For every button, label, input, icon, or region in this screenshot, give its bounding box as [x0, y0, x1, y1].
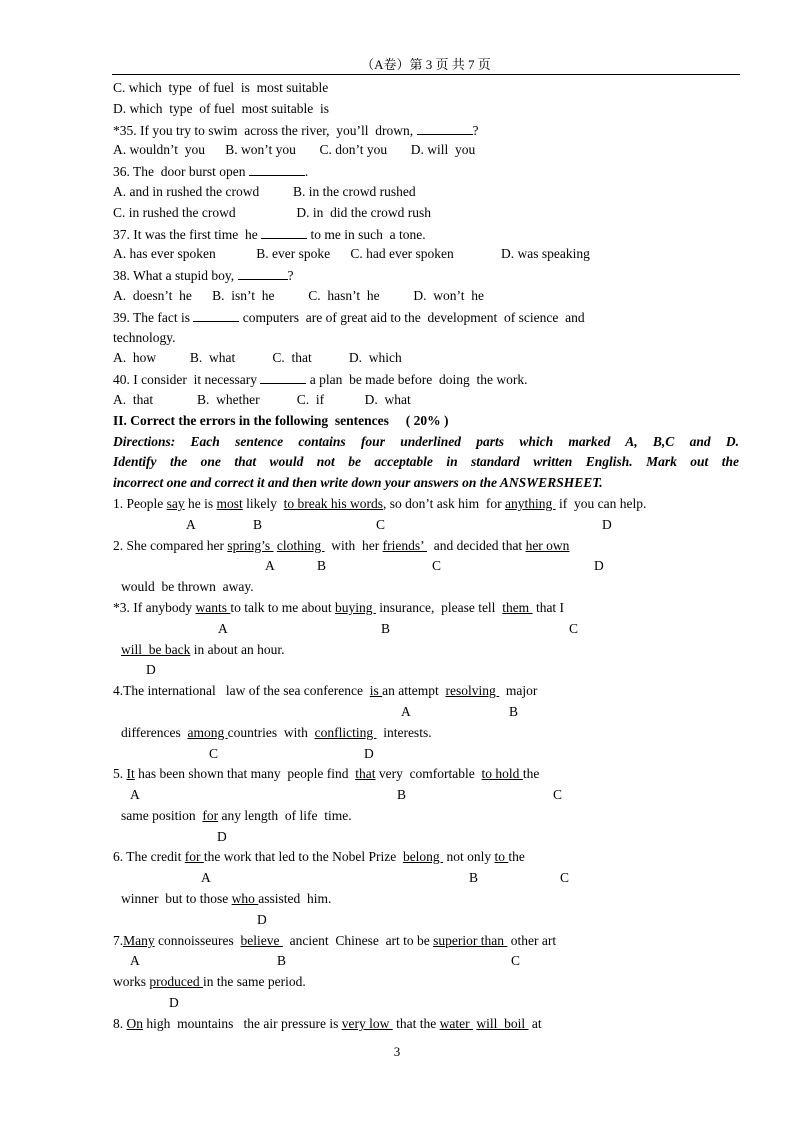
underlined-b: very low [341, 1015, 393, 1031]
sentence-3-letters-2 [113, 660, 739, 681]
answer-blank [249, 161, 305, 176]
underlined-c: them [502, 599, 533, 615]
question-37: 37. It was the first time he to me in such a tone. [113, 224, 739, 245]
underlined-b: believe [240, 932, 283, 948]
sentence-5: 5. It has been shown that many people find that very comfortable to hold the [113, 766, 540, 782]
letter-b: B [253, 516, 263, 532]
sentence-1: 1. People say he is most likely to break his words, so don’t ask him for anything if you can help. [113, 495, 647, 511]
underlined-a: It [126, 766, 135, 782]
underlined-c: superior than [433, 932, 508, 948]
underlined-a: say [166, 495, 185, 511]
q37-options: A. has ever spoken B. ever spoke C. had ever spoken D. was speaking [113, 246, 590, 262]
underlined-b: resolving [445, 683, 500, 699]
letter-d: D [217, 828, 227, 844]
sentence-4-letters [113, 702, 739, 723]
underlined-a: Many [123, 932, 155, 948]
answer-blank [417, 120, 473, 135]
underlined-d: produced [149, 974, 203, 990]
sentence-5-cont: same position for any length of life time. [121, 807, 352, 823]
letter-b: B [317, 558, 327, 574]
letter-b: B [381, 620, 391, 636]
underlined-d: who [231, 891, 259, 907]
underlined-a: spring’s [227, 537, 274, 553]
sentence-2-cont: would be thrown away. [121, 579, 254, 595]
letter-d: D [594, 558, 604, 574]
q36-options-cd: C. in rushed the crowd D. in did the crowd rush [113, 204, 431, 220]
letter-c: C [569, 620, 579, 636]
sentence-2: 2. She compared her spring’s clothing with her friends’ and decided that her own [113, 537, 570, 553]
sentence-5-letters [113, 785, 739, 806]
answer-blank [260, 369, 306, 384]
letter-c: C [376, 516, 386, 532]
q34-option-d: D. which type of fuel most suitable is [113, 100, 329, 116]
letter-c: C [560, 870, 570, 886]
underlined-d: anything [505, 495, 556, 511]
q39-options: A. how B. what C. that D. which [113, 350, 402, 366]
sentence-3-letters [113, 619, 739, 640]
question-39: 39. The fact is computers are of great aid to the development of science and [113, 307, 739, 328]
letter-a: A [130, 953, 140, 969]
letter-c: C [511, 953, 521, 969]
content [113, 78, 739, 1035]
underlined-a: On [126, 1015, 143, 1031]
header-rule [112, 74, 740, 75]
question-39-cont: technology. [113, 329, 176, 345]
underlined-a: wants [195, 599, 231, 615]
underlined-b: belong [402, 849, 444, 865]
letter-d: D [146, 662, 156, 678]
letter-d: D [602, 516, 612, 532]
letter-c: C [432, 558, 442, 574]
question-40: 40. I consider it necessary a plan be made before doing the work. [113, 369, 739, 390]
letter-d: D [257, 911, 267, 927]
sentence-7-letters-2 [113, 993, 739, 1014]
underlined-b: buying [334, 599, 376, 615]
underlined-b: that [355, 766, 376, 782]
sentence-7: 7.Many connoisseures believe ancient Chinese art to be superior than other art [113, 932, 557, 948]
letter-b: B [397, 787, 407, 803]
sentence-5-letters-2 [113, 827, 739, 848]
sentence-6-letters [113, 868, 739, 889]
letter-a: A [130, 787, 140, 803]
letter-c: C [553, 787, 563, 803]
underlined-b: clothing [276, 537, 325, 553]
q40-options: A. that B. whether C. if D. what [113, 391, 411, 407]
q35-options: A. wouldn’t you B. won’t you C. don’t you D. will you [113, 142, 476, 158]
letter-d: D [169, 995, 179, 1011]
directions-line-1: Directions: Each sentence contains four underlined parts which marked A, B,C and D. [113, 433, 739, 449]
sentence-1-letters [113, 515, 739, 536]
sentence-8: 8. On high mountains the air pressure is very low that the water will boil at [113, 1015, 542, 1031]
q34-option-c: C. which type of fuel is most suitable [113, 80, 329, 95]
letter-b: B [469, 870, 479, 886]
underlined-d: will be back [121, 641, 191, 657]
sentence-6-cont: winner but to those who assisted him. [121, 891, 332, 907]
answer-blank [193, 307, 239, 322]
underlined-a: for [184, 849, 204, 865]
question-35: *35. If you try to swim across the river, you’ll drown, ? [113, 120, 739, 141]
underlined-c: friends’ [382, 537, 427, 553]
q36-options-ab: A. and in rushed the crowd B. in the crowd rushed [113, 183, 416, 199]
question-36: 36. The door burst open . [113, 161, 739, 182]
letter-d: D [364, 745, 374, 761]
sentence-4: 4.The international law of the sea conference is an attempt resolving major [113, 683, 538, 699]
letter-a: A [186, 516, 196, 532]
letter-a: A [265, 558, 275, 574]
underlined-d: for [202, 807, 219, 823]
letter-a: A [401, 703, 411, 719]
underlined-c: to break his words [283, 495, 383, 511]
sentence-2-letters [113, 556, 739, 577]
page-number: 3 [393, 1044, 401, 1059]
q38-options: A. doesn’t he B. isn’t he C. hasn’t he D. won’t he [113, 287, 484, 303]
underlined-d: will boil [476, 1015, 529, 1031]
letter-a: A [201, 870, 211, 886]
sentence-3: *3. If anybody wants to talk to me about buying insurance, please tell them that I [113, 599, 565, 615]
sentence-7-letters [113, 951, 739, 972]
letter-c: C [209, 745, 219, 761]
directions-line-3: incorrect one and correct it and then write down your answers on the ANSWERSHEET. [113, 475, 603, 491]
underlined-c: among [187, 724, 228, 740]
sentence-4-letters-2 [113, 744, 739, 765]
sentence-6-letters-2 [113, 910, 739, 931]
directions-line-2: Identify the one that would not be acceptable in standard written English. Mark out the [113, 454, 739, 470]
underlined-b: most [216, 495, 243, 511]
letter-b: B [277, 953, 287, 969]
underlined-c: water [439, 1015, 473, 1031]
underlined-d: her own [525, 537, 570, 553]
letter-b: B [509, 703, 519, 719]
answer-blank [238, 265, 288, 280]
underlined-d: conflicting [314, 724, 377, 740]
sentence-4-cont: differences among countries with conflicting interests. [121, 724, 432, 740]
sentence-6: 6. The credit for the work that led to the Nobel Prize belong not only to the [113, 849, 525, 865]
page-header: （A卷）第 3 页 共 7 页 [361, 57, 491, 72]
question-38: 38. What a stupid boy, ? [113, 265, 739, 286]
sentence-3-cont: will be back in about an hour. [121, 641, 285, 657]
underlined-c: to hold [481, 766, 523, 782]
letter-a: A [218, 620, 228, 636]
sentence-7-cont: works produced in the same period. [113, 974, 306, 990]
section-title: II. Correct the errors in the following sentences ( 20% ) [113, 412, 449, 428]
answer-blank [261, 224, 307, 239]
underlined-c: to [494, 849, 509, 865]
underlined-a: is [369, 683, 383, 699]
